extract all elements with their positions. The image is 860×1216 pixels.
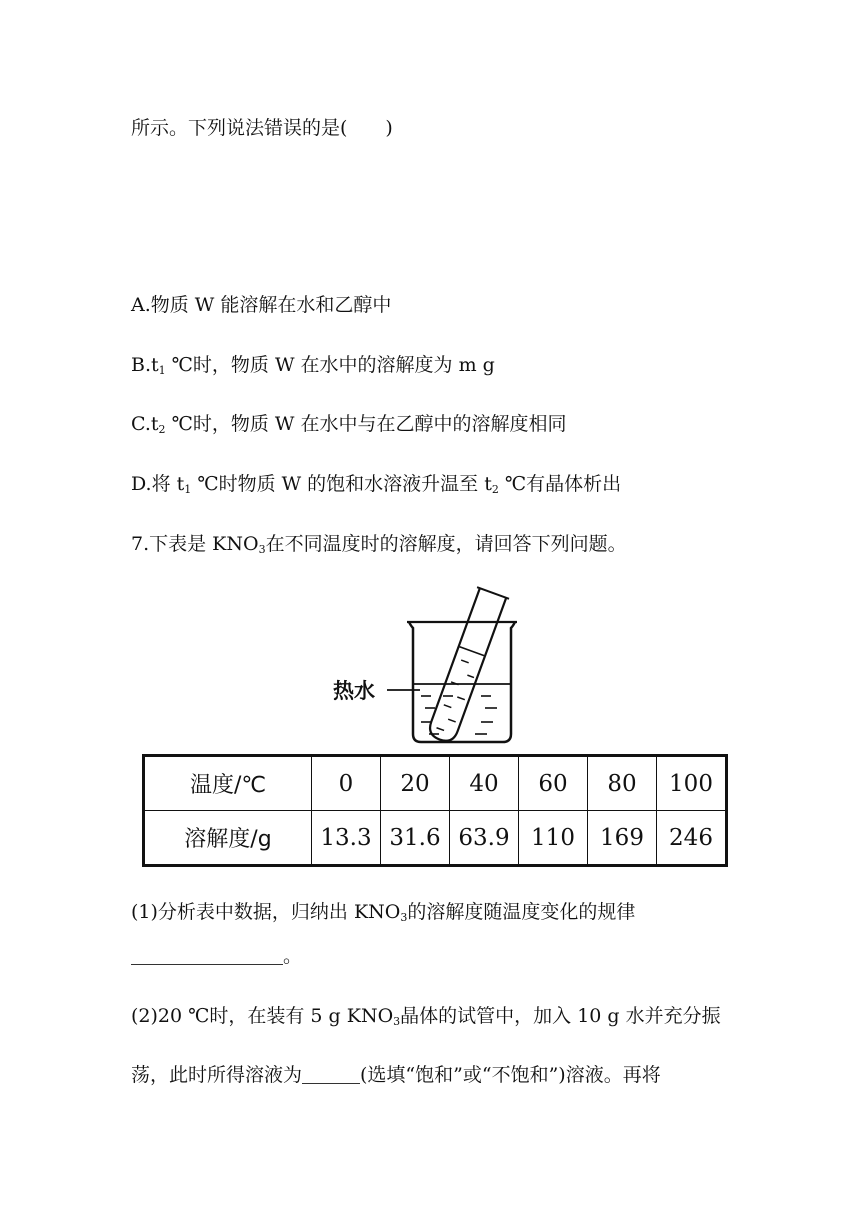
option-b: $B.t_1$ ℃时，物质 W 在水中的溶解度为 m g	[131, 354, 495, 377]
solubility-cell: 169	[588, 811, 657, 866]
solubility-cell: 246	[657, 811, 727, 866]
table-row-solubility	[144, 811, 727, 866]
solubility-cell: 110	[519, 811, 588, 866]
sub-question-2: (2)20 ℃时，在装有 5 g $KNO_3$晶体的试管中，加入 10 g 水并充分振	[131, 1005, 721, 1028]
option-c: $C.t_2$ ℃时，物质 W 在水中与在乙醇中的溶解度相同	[131, 413, 567, 436]
row-header-solubility: 溶解度/g	[144, 811, 312, 866]
hot-water-label: 热水	[333, 679, 375, 703]
beaker-test-tube-figure	[325, 580, 525, 750]
option-d: D.将 $t_1$ ℃时物质 W 的饱和水溶液升温至 $t_2$ ℃有晶体析出	[131, 473, 622, 496]
table-row-temperature	[144, 756, 727, 811]
temp-cell: 40	[450, 756, 519, 811]
temp-cell: 100	[657, 756, 727, 811]
solubility-table	[142, 754, 728, 867]
solubility-cell: 63.9	[450, 811, 519, 866]
row-header-temperature: 温度/℃	[144, 756, 312, 811]
sub-question-2-cont: 荡，此时所得溶液为 (选填“饱和”或“不饱和”)溶液。再将	[131, 1064, 661, 1086]
temp-cell: 20	[381, 756, 450, 811]
solubility-cell: 31.6	[381, 811, 450, 866]
temp-cell: 0	[312, 756, 381, 811]
question-stem-tail: 所示。下列说法错误的是( )	[131, 117, 393, 139]
option-a: A.物质 W 能溶解在水和乙醇中	[131, 294, 392, 316]
answer-blank-1[interactable]	[131, 946, 283, 965]
temp-cell: 60	[519, 756, 588, 811]
question-7: 7.下表是 $KNO_3$在不同温度时的溶解度，请回答下列问题。	[131, 533, 627, 556]
solubility-cell: 13.3	[312, 811, 381, 866]
temp-cell: 80	[588, 756, 657, 811]
test-tube-icon	[424, 587, 509, 745]
answer-blank-2[interactable]	[302, 1065, 360, 1084]
answer-line-1: 。	[131, 942, 302, 970]
sub-question-1: (1)分析表中数据，归纳出 $KNO_3$的溶解度随温度变化的规律	[131, 901, 636, 924]
